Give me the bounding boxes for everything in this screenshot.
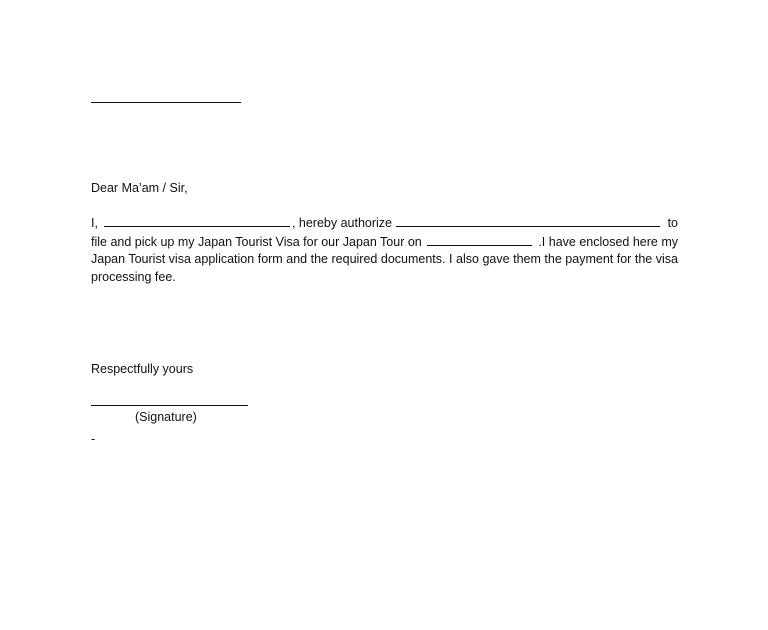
body-line-1 bbox=[91, 214, 678, 233]
line2-prefix: file and pick up my Japan Tourist Visa for our Japan Tour on bbox=[91, 234, 422, 249]
line1-prefix: I, bbox=[91, 216, 98, 230]
name-blank bbox=[104, 214, 290, 227]
signature-line bbox=[91, 405, 248, 406]
body-line-2 bbox=[91, 233, 678, 252]
authorized-person-blank bbox=[396, 214, 660, 227]
date-blank-line bbox=[91, 102, 241, 103]
tour-date-blank bbox=[427, 233, 532, 246]
line2-suffix: .I have enclosed here my bbox=[538, 234, 678, 249]
line1-mid: , hereby authorize bbox=[291, 216, 393, 230]
signature-label: (Signature) bbox=[135, 410, 197, 424]
body-paragraph-rest: Japan Tourist visa application form and the required documents. I also gave them the payment for the visa processing fee. bbox=[91, 252, 678, 284]
line1-suffix: to bbox=[667, 216, 678, 230]
salutation: Dear Ma’am / Sir, bbox=[91, 181, 188, 195]
letter-body bbox=[91, 214, 678, 286]
closing: Respectfully yours bbox=[91, 362, 194, 376]
trailing-mark: - bbox=[91, 432, 96, 446]
